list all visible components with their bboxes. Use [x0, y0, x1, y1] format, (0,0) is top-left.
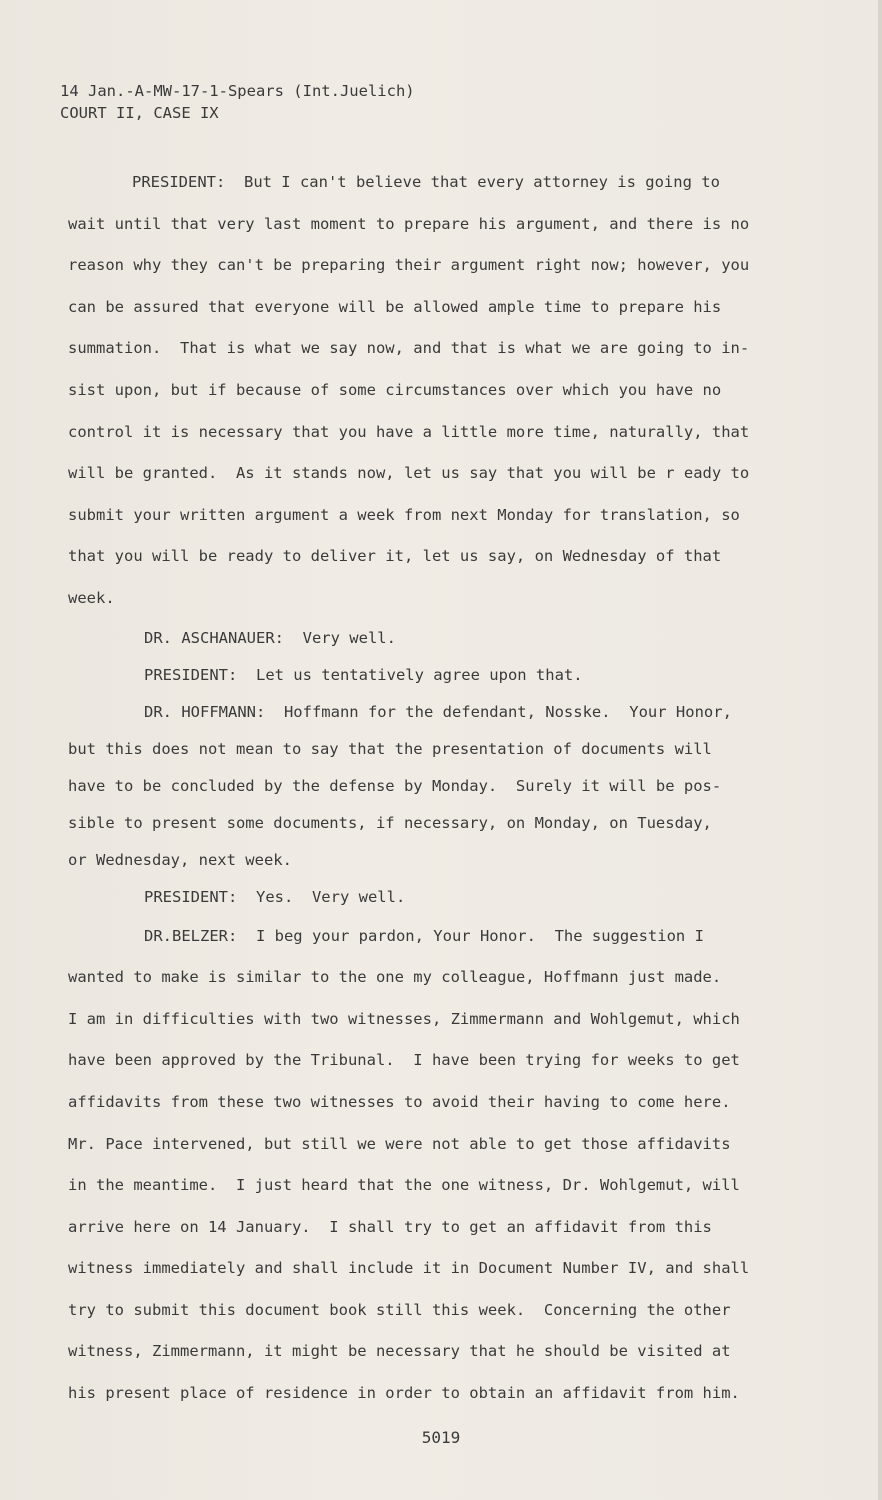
paragraph-aschanauer [68, 620, 808, 657]
text-line: witness immediately and shall include it in Document Number IV, and shall [68, 1259, 750, 1278]
text-line: control it is necessary that you have a little more time, naturally, that [68, 422, 750, 441]
text-line: affidavits from these two witnesses to avoid their having to come here. [68, 1092, 731, 1111]
text-line: week. [68, 588, 115, 607]
text-line: Mr. Pace intervened, but still we were not able to get those affidavits [68, 1134, 731, 1153]
text-line: have been approved by the Tribunal. I have been trying for weeks to get [68, 1051, 740, 1070]
paragraph-hoffmann [68, 694, 808, 879]
document-header [60, 80, 415, 124]
text-line: wanted to make is similar to the one my colleague, Hoffmann just made. [68, 968, 722, 987]
text-line: will be granted. As it stands now, let us say that you will be r eady to [68, 464, 750, 483]
text-line: PRESIDENT: But I can't believe that every attorney is going to [132, 173, 720, 191]
text-line: witness, Zimmermann, it might be necessary that he should be visited at [68, 1342, 731, 1361]
paragraph-president-1 [68, 162, 808, 620]
text-line: summation. That is what we say now, and that is what we are going to in- [68, 339, 750, 358]
text-line: in the meantime. I just heard that the one witness, Dr. Wohlgemut, will [68, 1176, 740, 1195]
text-line: that you will be ready to deliver it, let us say, on Wednesday of that [68, 547, 722, 566]
text-line: reason why they can't be preparing their argument right now; however, you [68, 256, 750, 275]
text-line: DR.BELZER: I beg your pardon, Your Honor. The suggestion I [144, 926, 704, 945]
text-line: but this does not mean to say that the presentation of documents will [68, 739, 712, 758]
text-line: I am in difficulties with two witnesses, Zimmermann and Wohlgemut, which [68, 1009, 740, 1028]
text-line: submit your written argument a week from next Monday for translation, so [68, 505, 740, 524]
transcript-body [68, 162, 808, 1415]
page-edge [878, 0, 882, 1500]
text-line: DR. HOFFMANN: Hoffmann for the defendant, Nosske. Your Honor, [144, 702, 732, 721]
paragraph-president-2 [68, 657, 808, 694]
text-line: wait until that very last moment to prepare his argument, and there is no [68, 214, 750, 233]
text-line: or Wednesday, next week. [68, 850, 292, 869]
text-line: PRESIDENT: Yes. Very well. [144, 887, 406, 906]
text-line: PRESIDENT: Let us tentatively agree upon that. [144, 665, 583, 684]
header-court-case: COURT II, CASE IX [60, 104, 219, 122]
text-line: try to submit this document book still this week. Concerning the other [68, 1300, 731, 1319]
text-line: his present place of residence in order to obtain an affidavit from him. [68, 1384, 740, 1403]
text-line: DR. ASCHANAUER: Very well. [144, 628, 396, 647]
header-reference: 14 Jan.-A-MW-17-1-Spears (Int.Juelich) [60, 82, 415, 100]
paragraph-belzer [68, 916, 808, 1415]
page-number: 5019 [421, 1428, 461, 1447]
text-line: can be assured that everyone will be allowed ample time to prepare his [68, 297, 722, 316]
paragraph-president-3 [68, 879, 808, 916]
text-line: sible to present some documents, if necessary, on Monday, on Tuesday, [68, 813, 712, 832]
text-line: sist upon, but if because of some circumstances over which you have no [68, 380, 722, 399]
text-line: have to be concluded by the defense by Monday. Surely it will be pos- [68, 776, 722, 795]
text-line: arrive here on 14 January. I shall try to get an affidavit from this [68, 1217, 712, 1236]
